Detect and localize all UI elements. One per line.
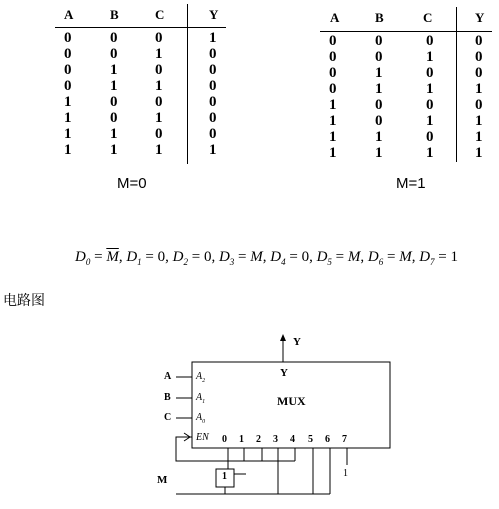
enable-label: EN — [196, 432, 209, 443]
tt2-cell: 0 — [329, 33, 337, 49]
tt2-cell: 1 — [375, 145, 383, 161]
tt1-cell: 0 — [209, 94, 217, 110]
tt1-cell: 1 — [64, 142, 72, 158]
tt1-cell: 0 — [155, 62, 163, 78]
select-pin-a1: $A_1$ — [196, 392, 206, 405]
data-pin-3: 3 — [273, 434, 278, 445]
tt1-cell: 1 — [155, 46, 163, 62]
tt2-cell: 1 — [426, 81, 434, 97]
tt1-cell: 0 — [64, 78, 72, 94]
tt1-cell: 0 — [110, 94, 118, 110]
data-pin-7: 7 — [342, 434, 347, 445]
d7-value: 1 — [343, 468, 348, 479]
tt1-cell: 1 — [110, 62, 118, 78]
tt2-cell: 0 — [475, 97, 483, 113]
tt2-cell: 1 — [329, 97, 337, 113]
tt2-cell: 1 — [475, 113, 483, 129]
equation-term: $D_0 = \overline{M}$, — [75, 249, 127, 267]
select-pin-a0: $A_0$ — [196, 412, 206, 425]
tt1-cell: 0 — [110, 110, 118, 126]
equation-term: $D_2 = 0$, — [172, 249, 219, 267]
input-label-a: A — [164, 371, 172, 382]
section-title: 电路图 — [3, 293, 45, 309]
tt1-cell: 0 — [64, 30, 72, 46]
data-pin-6: 6 — [325, 434, 330, 445]
equation-term: $D_6 = M$, — [367, 249, 420, 267]
tt2-cell: 1 — [375, 129, 383, 145]
tt1-header-b: B — [110, 7, 119, 22]
tt2-cell: 0 — [329, 49, 337, 65]
tt1-cell: 1 — [209, 30, 217, 46]
tt1-cell: 0 — [155, 126, 163, 142]
tt2-cell: 0 — [329, 65, 337, 81]
tt2-cell: 1 — [329, 113, 337, 129]
tt2-header-a: A — [330, 10, 340, 25]
output-label: Y — [293, 336, 301, 348]
inverter-label: 1 — [222, 471, 227, 482]
tt2-cell: 1 — [475, 129, 483, 145]
tt1-cell: 0 — [155, 94, 163, 110]
tt2-cell: 0 — [426, 129, 434, 145]
tt2-header-b: B — [375, 10, 384, 25]
tt2-cell: 0 — [475, 49, 483, 65]
tt2-label: M=1 — [396, 175, 426, 192]
tt1-cell: 0 — [64, 62, 72, 78]
tt2-cell: 1 — [426, 49, 434, 65]
equation-term: $D_4 = 0$, — [270, 249, 317, 267]
tt2-cell: 0 — [375, 97, 383, 113]
data-pin-2: 2 — [256, 434, 261, 445]
tt2-cell: 0 — [375, 33, 383, 49]
tt2-cell: 0 — [329, 81, 337, 97]
tt1-cell: 1 — [64, 110, 72, 126]
tt2-cell: 1 — [375, 81, 383, 97]
tt1-cell: 0 — [110, 30, 118, 46]
tt1-cell: 0 — [209, 46, 217, 62]
data-pin-5: 5 — [308, 434, 313, 445]
tt1-cell: 1 — [64, 126, 72, 142]
tt2-cell: 0 — [475, 65, 483, 81]
tt2-header-c: C — [423, 10, 433, 25]
tt1-cell: 1 — [110, 142, 118, 158]
tt1-label: M=0 — [117, 175, 147, 192]
tt2-header-y: Y — [475, 10, 485, 25]
equation-term: $D_5 = M$, — [316, 249, 368, 267]
data-pin-4: 4 — [290, 434, 295, 445]
tt1-cell: 0 — [110, 46, 118, 62]
tt2-cell: 1 — [475, 145, 483, 161]
equation-term: $D_7 = 1$ — [419, 249, 458, 267]
tt2-cell: 1 — [375, 65, 383, 81]
tt2-cell: 1 — [329, 145, 337, 161]
tt1-cell: 0 — [209, 126, 217, 142]
input-label-c: C — [164, 412, 172, 423]
tt2-cell: 0 — [375, 49, 383, 65]
tt1-cell: 1 — [155, 110, 163, 126]
m-label: M — [157, 474, 168, 486]
tt2-cell: 1 — [426, 113, 434, 129]
equation-term: $D_1 = 0$, — [126, 249, 173, 267]
select-pin-a2: $A_2$ — [196, 371, 206, 384]
tt2-cell: 0 — [426, 97, 434, 113]
tt2-cell: 0 — [475, 33, 483, 49]
box-output-label: Y — [280, 367, 288, 379]
tt2-cell: 1 — [426, 145, 434, 161]
tt1-cell: 1 — [64, 94, 72, 110]
tt1-header-y: Y — [209, 7, 219, 22]
tt2-cell: 1 — [329, 129, 337, 145]
tt1-header-a: A — [64, 7, 74, 22]
data-pin-1: 1 — [239, 434, 244, 445]
equation-term: $D_3 = M$, — [218, 249, 271, 267]
tt2-cell: 0 — [426, 33, 434, 49]
tt1-cell: 0 — [64, 46, 72, 62]
data-pin-0: 0 — [222, 434, 227, 445]
tt2-cell: 1 — [475, 81, 483, 97]
tt1-cell: 0 — [155, 30, 163, 46]
tt1-cell: 1 — [110, 126, 118, 142]
tt1-header-c: C — [155, 7, 165, 22]
tt1-cell: 0 — [209, 110, 217, 126]
tt1-cell: 1 — [110, 78, 118, 94]
tt1-cell: 1 — [155, 78, 163, 94]
tt1-cell: 0 — [209, 78, 217, 94]
tt1-cell: 1 — [155, 142, 163, 158]
tt1-cell: 0 — [209, 62, 217, 78]
tt2-cell: 0 — [375, 113, 383, 129]
input-label-b: B — [164, 392, 171, 403]
tt1-cell: 1 — [209, 142, 217, 158]
box-title: MUX — [277, 394, 306, 408]
output-arrowhead — [280, 334, 286, 341]
tt2-cell: 0 — [426, 65, 434, 81]
